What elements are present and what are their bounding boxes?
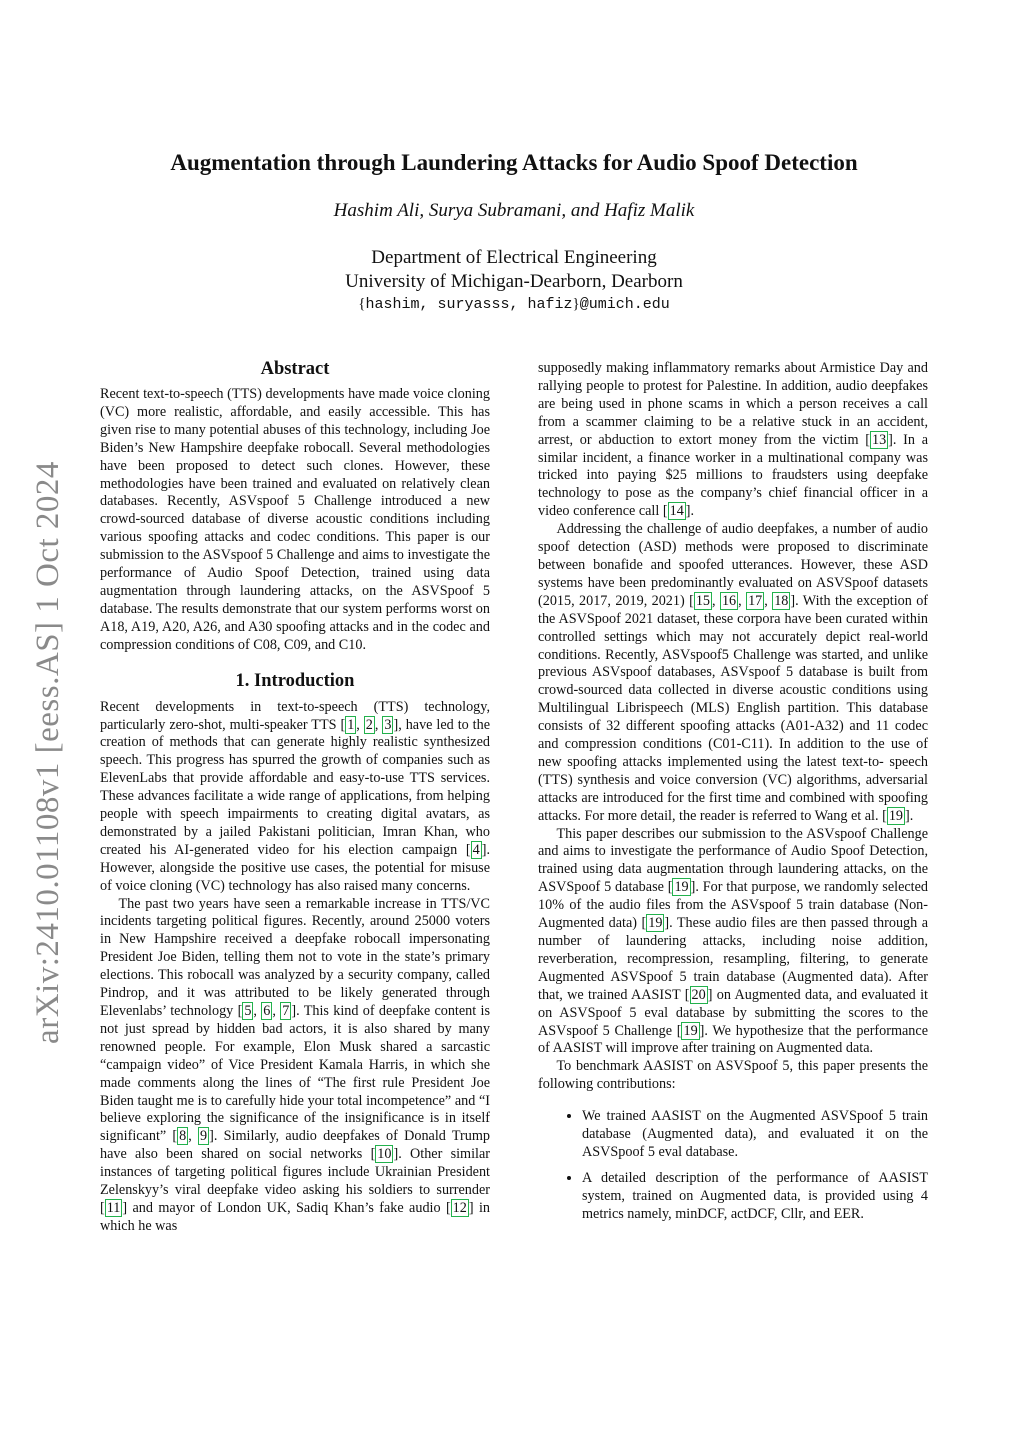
citation-link[interactable]: 19 <box>683 1022 698 1039</box>
citation-link[interactable]: 20 <box>691 986 706 1003</box>
department: Department of Electrical Engineering <box>371 247 657 268</box>
contributions-list <box>538 1108 928 1223</box>
list-item: • A detailed description of the performance of AASIST system, trained on Augmented data, is provided using 4 metrics namely, minDCF, actDCF, Cllr, and EER. <box>582 1170 928 1224</box>
citation-link[interactable]: 19 <box>888 807 903 824</box>
citation-link[interactable]: 14 <box>669 503 684 520</box>
citation-link[interactable]: 6 <box>263 1003 271 1019</box>
email-brace-close: } <box>572 296 580 312</box>
citation-link[interactable]: 7 <box>282 1003 290 1019</box>
arxiv-side-stamp <box>30 452 66 1052</box>
citation-link[interactable]: 11 <box>106 1199 121 1216</box>
introduction-heading: 1. Introduction <box>235 670 355 691</box>
paper-title: Augmentation through Laundering Attacks for Audio Spoof Detection <box>170 150 858 175</box>
citation-link[interactable]: 19 <box>674 879 689 896</box>
left-column <box>100 358 490 1236</box>
citation-link[interactable]: 2 <box>365 716 373 733</box>
intro-paragraph-1: Recent developments in text-to-speech (TTS) technology, particularly zero-shot, multi-speaker TTS [ 1 , 2 , 3 ], have led to the creation of methods that can generate highly realistic synthesized speech. This progress has spurred the growth of companies such as ElevenLabs that provide affordable and easy-to-use TTS services. These advances facilitate a wide range of applications, from helping people with speech impairments to creating digital avatars, as demonstrated by a jailed Pakistani politician, Imran Khan, who created his AI-generated video for his election campaign [ 4 ]. However, alongside the positive use cases, the potential for misuse of voice cloning (VC) technology has also raised many concerns. <box>100 698 491 894</box>
citation-link[interactable]: 15 <box>695 592 711 609</box>
arxiv-identifier: arXiv:2410.01108v1 [eess.AS] 1 Oct 2024 <box>29 460 66 1044</box>
university: University of Michigan-Dearborn, Dearborn <box>345 271 683 292</box>
citation-link[interactable]: 9 <box>200 1128 208 1145</box>
list-item: • We trained AASIST on the Augmented ASVSpoof 5 train database (Augmented data), and evaluated it on the ASVSpoof 5 eval database. <box>582 1108 928 1162</box>
citation-link[interactable]: 12 <box>452 1199 467 1216</box>
citation-link[interactable]: 1 <box>347 716 355 733</box>
abstract-text: Recent text-to-speech (TTS) developments have made voice cloning (VC) more realistic, affordable, and easily accessible. This has given rise to many potential abuses of this technology, including Joe Biden’s New Hampshire deepfake robocall. Several methodologies have been proposed to detect such clones. However, these methodologies have been trained and evaluated on relatively clean databases. Recently, ASVspoof 5 Challenge introduced a new crowd-sourced database of diverse acoustic conditions including various spoofing attacks and codec conditions. This paper is our submission to the ASVspoof 5 Challenge and aims to investigate the performance of Audio Spoof Detection, trained using data augmentation through laundering attacks, on the ASVSpoof 5 database. The results demonstrate that our system performs worst on A18, A19, A20, A26, and A30 spoofing attacks and in the codec and compression conditions of C08, C09, and C10. <box>100 386 490 653</box>
author-emails <box>100 296 928 313</box>
email-users: hashim, suryasss, hafiz <box>365 296 573 313</box>
email-brace-open: { <box>358 296 366 312</box>
right-column <box>538 360 928 1232</box>
citation-link[interactable]: 19 <box>648 915 663 932</box>
citation-link[interactable]: 16 <box>721 592 737 609</box>
intro-paragraph-4: This paper describes our submission to the ASVspoof Challenge and aims to investigate the performance of Audio Spoof Detection, trained using data augmentation through laundering attacks, on the ASVSpoof 5 database [ 19 ]. For that purpose, we randomly selected 10% of the audio files from the ASVspoof 5 train database (Non-Augmented data) [ 19 ]. These audio files are then passed through a number of laundering attacks, including noise addition, reverberation, recompression, resampling, filtering, to generate Augmented ASVSpoof 5 train database (Augmented data). After that, we trained AASIST [ 20 ] on Augmented data, and evaluated it on ASVSpoof 5 eval database by submitting the scores to the ASVspoof 5 Challenge [ 19 ]. We hypothesize that the performance of AASIST will improve after training on Augmented data. <box>538 825 928 1057</box>
citation-link[interactable]: 10 <box>377 1146 392 1163</box>
citation-link[interactable]: 18 <box>774 592 789 609</box>
intro-paragraph-2: The past two years have seen a remarkable increase in TTS/VC incidents targeting political figures. Recently, around 25000 voters in New Hampshire received a deepfake robocall impersonating President Joe Biden, telling them not to vote in the state’s primary elections. This robocall was analyzed by a security company, called Pindrop, and it was attributed to be likely generated through Elevenlabs’ technology [ 5 , 6 , 7 ]. This kind of deepfake content is not just spread by hidden bad actors, it is also shared by many renowned people. For example, Elon Musk shared a sarcastic “campaign video” of Vice President Kamala Harris, in which she made comments along the lines of “The first rule President Joe Biden taught me is to carefully hide your total incompetence” and “I believe exploring the significance of the insignificance is in itself significant” [ 8 , 9 ]. Similarly, audio deepfakes of Donald Trump have also been shared on social networks [ 10 ]. Other similar instances of targeting political figures include Ukrainian President Zelenskyy’s viral deepfake video asking his soldiers to surrender [ 11 ] and mayor of London UK, Sadiq Khan’s fake audio [ 12 ] in which he was <box>100 895 490 1234</box>
citation-link[interactable]: 5 <box>244 1003 252 1019</box>
author-list: Hashim Ali, Surya Subramani, and Hafiz Malik <box>333 200 695 221</box>
affiliation <box>100 246 928 294</box>
intro-paragraph-3: Addressing the challenge of audio deepfakes, a number of audio spoof detection (ASD) methods were proposed to discriminate between bonafide and spoofed utterances. However, these ASD systems have been predominantly evaluated on ASVSpoof datasets (2015, 2017, 2019, 2021) [ 15 , 16 , 17 , 18 ]. With the exception of the ASVSpoof 2021 dataset, these corpora have been curated within controlled settings which may not accurately depict real-world conditions. Recently, ASVspoof5 Challenge was started, and unlike previous ASVspoof databases, ASVspoof 5 database is built from crowd-sourced data collected in diverse acoustic conditions using Multilingual Librispeech (MLS) English partition. This database consists of 32 different spoofing attacks (A01-A32) and 11 codec and compression conditions (C01-C11). In addition to the use of new spoofing attacks implemented using the latest text-to- speech (TTS) synthesis and voice conversion (VC) algorithms, adversarial attacks are introduced for the first time and combined with spoofing attacks. For more detail, the reader is referred to Wang et al. [ 19 ]. <box>538 521 929 824</box>
intro-paragraph-2-continued: supposedly making inflammatory remarks about Armistice Day and rallying people to protest for Palestine. In addition, audio deepfakes are being used in phone scams in which a person receives a call from a scammer claiming to be a relative stuck in an accident, arrest, or abduction to extort money from the victim [ 13 ]. In a similar incident, a finance worker in a multinational company was tricked into paying $25 millions to fraudsters using deepfake technology to pose as the company’s chief financial officer in a video conference call [ 14 ]. <box>538 360 928 520</box>
citation-link[interactable]: 13 <box>871 431 887 448</box>
intro-paragraph-5: To benchmark AASIST on ASVSpoof 5, this paper presents the following contributions: <box>538 1058 928 1093</box>
citation-link[interactable]: 17 <box>748 592 763 609</box>
citation-link[interactable]: 3 <box>384 716 392 733</box>
citation-link[interactable]: 8 <box>179 1128 187 1145</box>
abstract-heading: Abstract <box>260 359 330 379</box>
email-domain: @umich.edu <box>579 296 670 313</box>
citation-link[interactable]: 4 <box>472 841 480 858</box>
